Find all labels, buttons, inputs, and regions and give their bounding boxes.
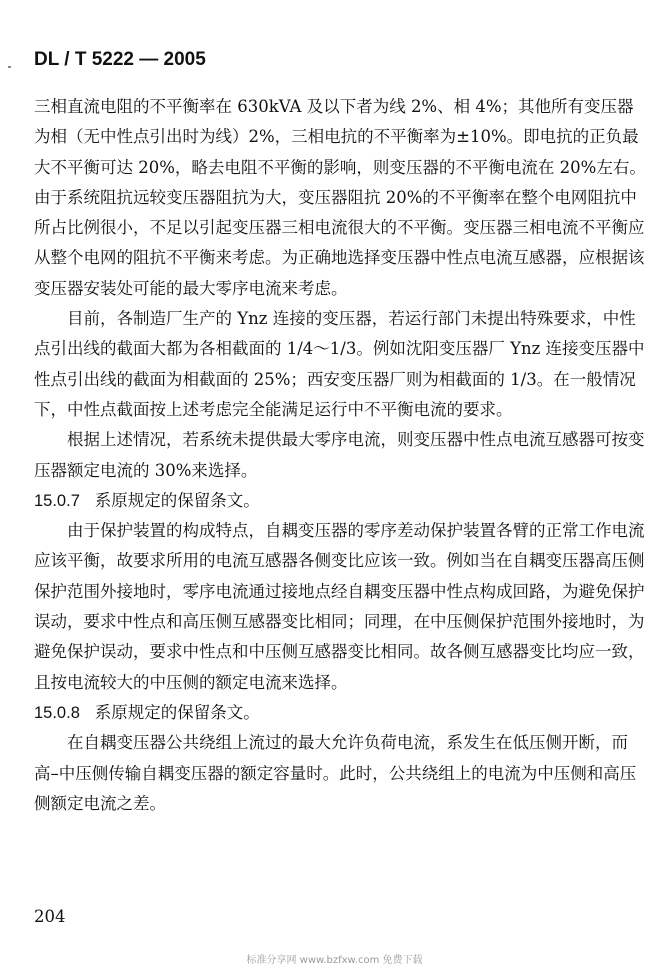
section-heading-15-0-7 bbox=[34, 486, 646, 516]
section-15-0-8-text: 在自耦变压器公共绕组上流过的最大允许负荷电流，系发生在低压侧开断，而高–中压侧传输自耦变压器的额定容量时。此时，公共绕组上的电流为中压侧和高压侧额定电流之差。 bbox=[34, 733, 637, 813]
document-header: DL / T 5222 — 2005 bbox=[34, 49, 206, 70]
section-title: 系原规定的保留条文。 bbox=[94, 702, 260, 722]
body-text bbox=[34, 92, 646, 819]
section-title: 系原规定的保留条文。 bbox=[94, 490, 260, 510]
footer-watermark: 标准分享网 www.bzfxw.com 免费下载 bbox=[246, 955, 423, 966]
section-number: 15.0.8 bbox=[34, 703, 80, 722]
page-number: 204 bbox=[34, 907, 66, 926]
scan-mark bbox=[8, 66, 11, 68]
paragraph-3: 根据上述情况，若系统未提供最大零序电流，则变压器中性点电流互感器可按变压器额定电流的 30%来选择。 bbox=[34, 430, 645, 480]
paragraph-2: 目前，各制造厂生产的 Ynz 连接的变压器，若运行部门未提出特殊要求，中性点引出线的截面大都为各相截面的 1/4～1/3。例如沈阳变压器厂 Ynz 连接变压器中性点引出线的截面为相截面的 25%；西安变压器厂则为相截面的 1/3。在一般情况下，中性点截面按上述考虑完全能满足运行中不平衡电流的要求。 bbox=[34, 309, 645, 419]
paragraph-1: 三相直流电阻的不平衡率在 630kVA 及以下者为线 2%、相 4%；其他所有变压器为相（无中性点引出时为线）2%，三相电抗的不平衡率为±10%。即电抗的正负最大不平衡可达 20%，略去电阻不平衡的影响，则变压器的不平衡电流在 20%左右。由于系统阻抗远较变压器阻抗为大，变压器阻抗 20%的不平衡率在整个电网阻抗中所占比例很小，不足以引起变压器三相电流很大的不平衡。变压器三相电流不平衡应从整个电网的阻抗不平衡来考虑。为正确地选择变压器中性点电流互感器，应根据该变压器安装处可能的最大零序电流来考虑。 bbox=[34, 97, 646, 298]
section-number: 15.0.7 bbox=[34, 491, 80, 510]
section-heading-15-0-8 bbox=[34, 698, 646, 728]
section-15-0-7-text: 由于保护装置的构成特点，自耦变压器的零序差动保护装置各臂的正常工作电流应该平衡，故要求所用的电流互感器各侧变比应该一致。例如当在自耦变压器高压侧保护范围外接地时，零序电流通过接地点经自耦变压器中性点构成回路，为避免保护误动，要求中性点和高压侧互感器变比相同；同理，在中压侧保护范围外接地时，为避免保护误动，要求中性点和中压侧互感器变比相同。故各侧互感器变比均应一致，且按电流较大的中压侧的额定电流来选择。 bbox=[34, 521, 645, 692]
